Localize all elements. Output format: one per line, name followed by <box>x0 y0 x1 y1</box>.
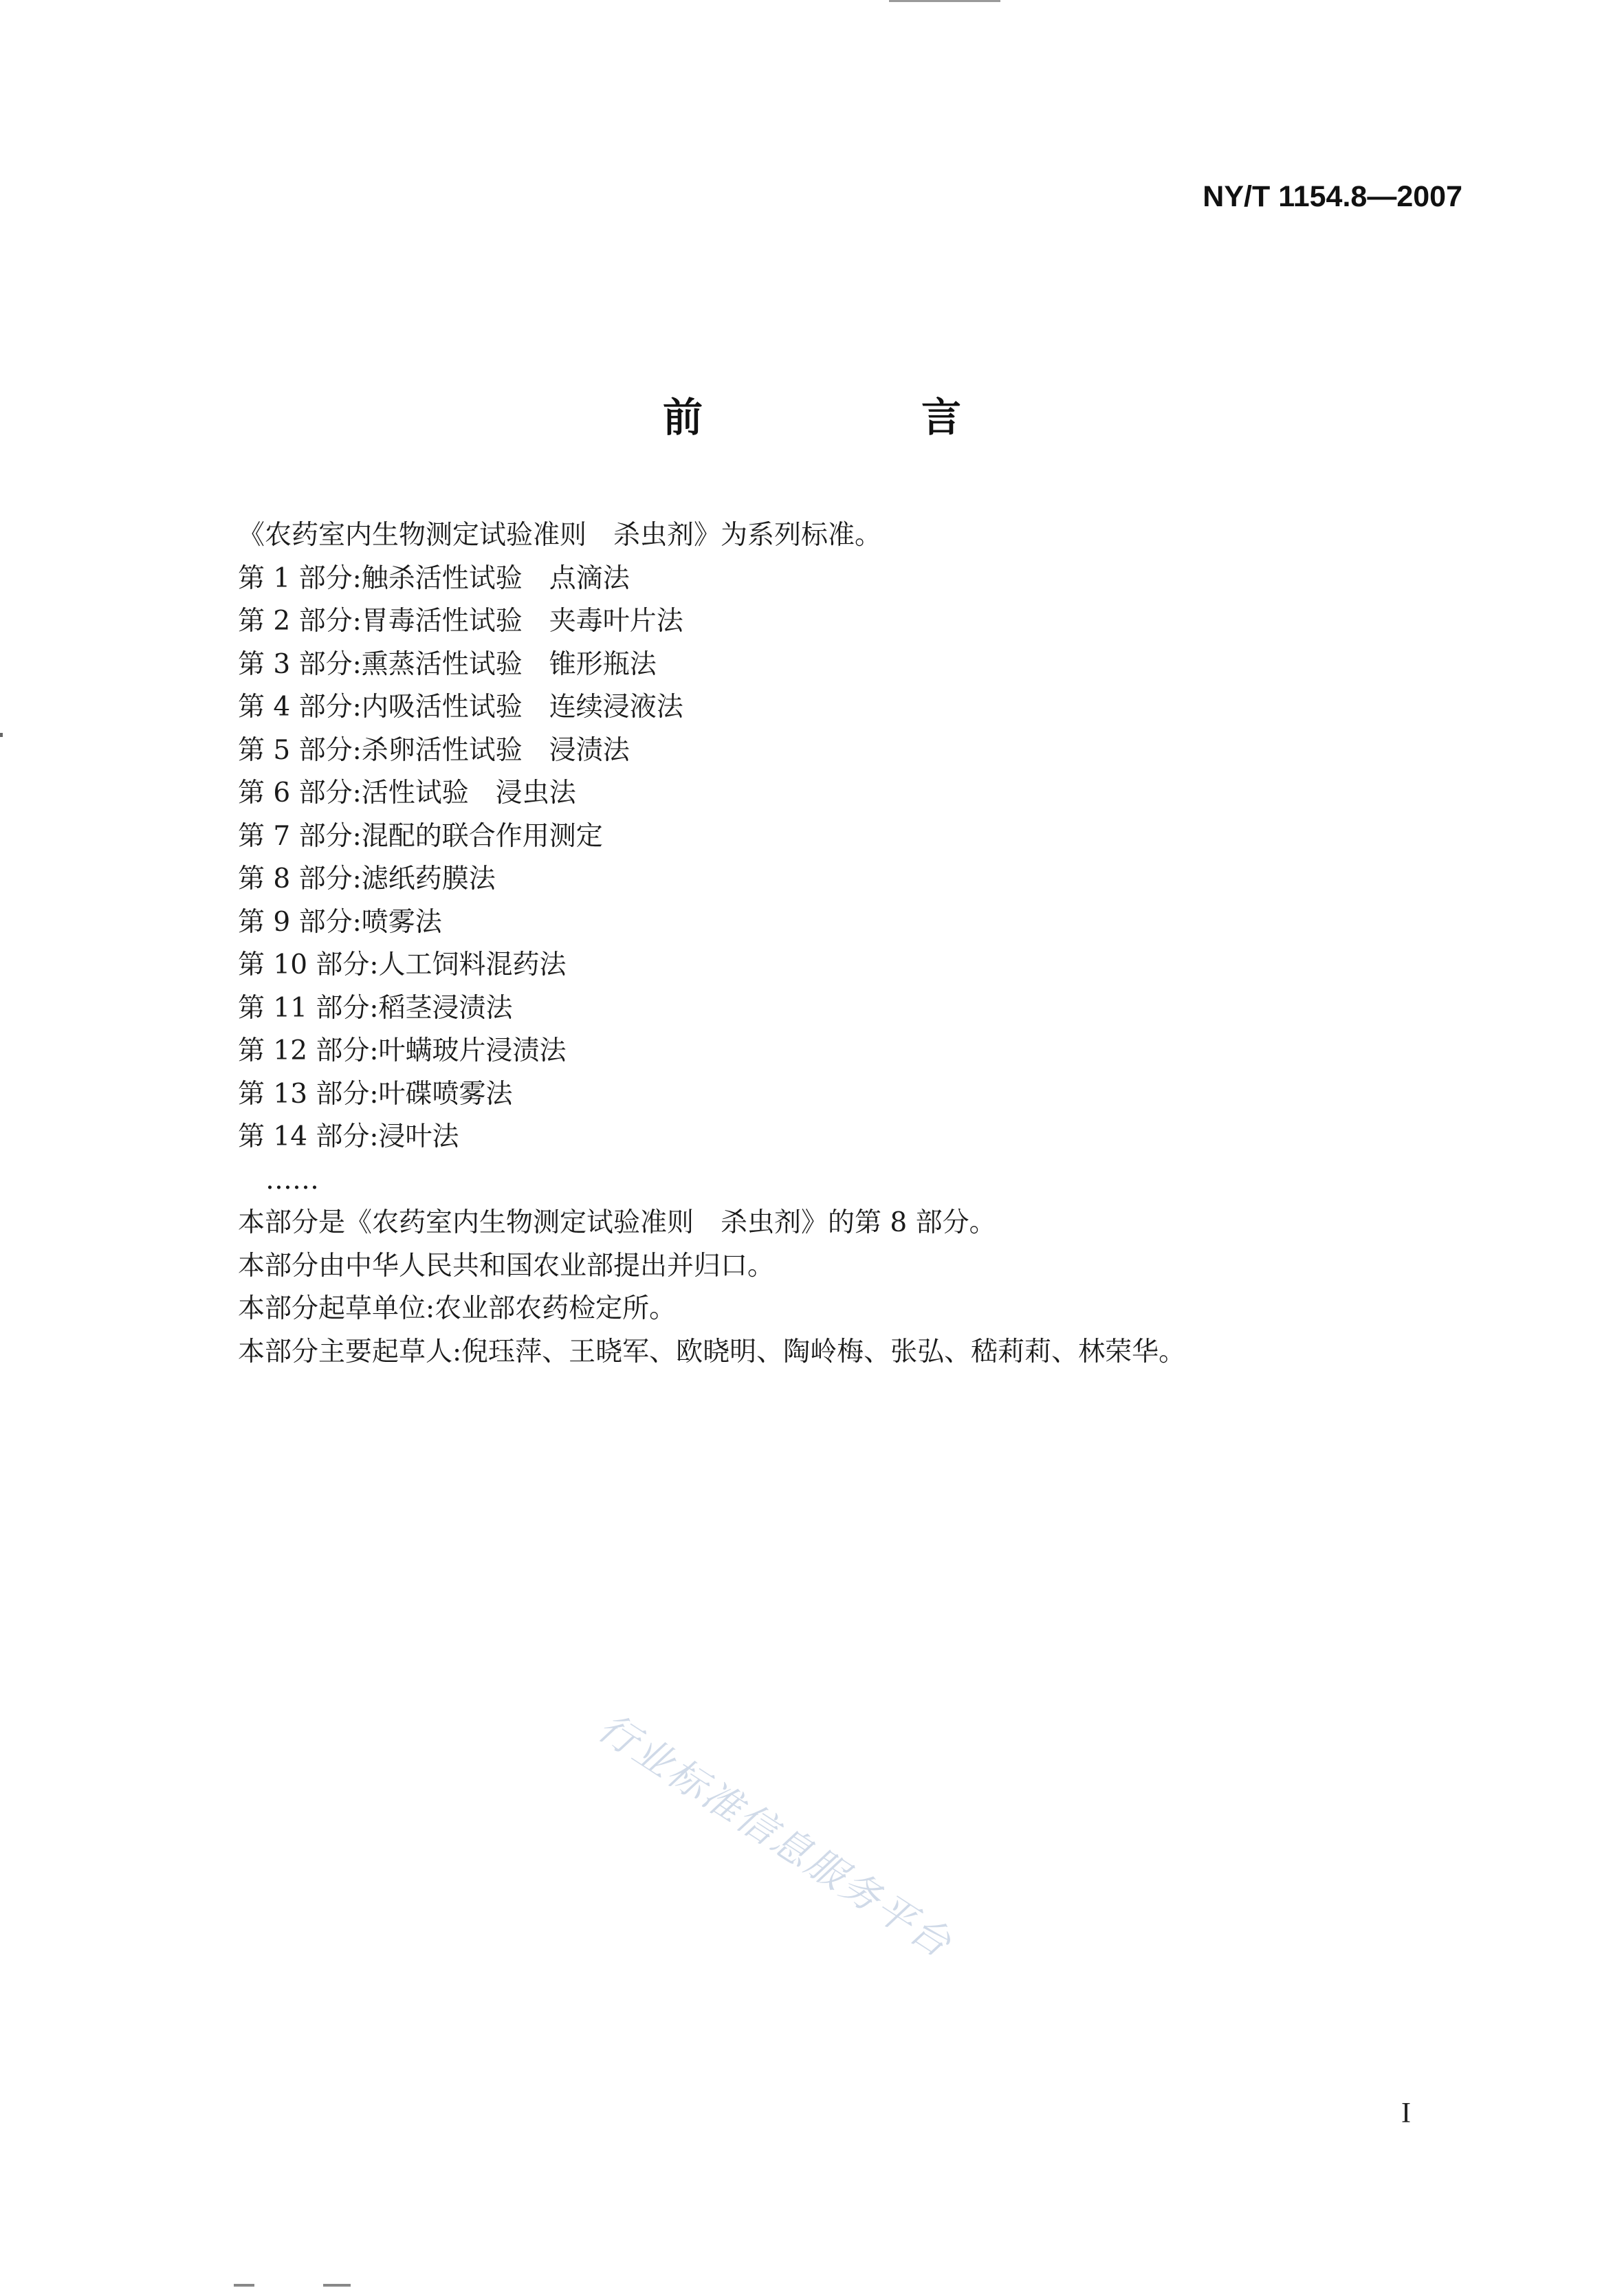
part-item: 第 11 部分:稻茎浸渍法 <box>238 992 513 1024</box>
top-rule <box>889 0 1000 2</box>
part-item: 第 4 部分:内吸活性试验 连续浸液法 <box>238 692 683 723</box>
part-item: 第 10 部分:人工饲料混药法 <box>238 949 567 980</box>
statement-line: 本部分起草单位:农业部农药检定所。 <box>238 1293 677 1324</box>
watermark: 行业标准信息服务平台 <box>590 1705 961 1968</box>
statement-line: 本部分由中华人民共和国农业部提出并归口。 <box>238 1250 775 1282</box>
ellipsis: …… <box>265 1164 319 1196</box>
bottom-scan-mark <box>323 2284 351 2287</box>
part-item: 第 14 部分:浸叶法 <box>238 1121 459 1152</box>
part-item: 第 6 部分:活性试验 浸虫法 <box>238 778 576 808</box>
part-item: 第 12 部分:叶螨玻片浸渍法 <box>238 1035 567 1066</box>
intro-line: 《农药室内生物测定试验准则 杀虫剂》为系列标准。 <box>238 520 882 551</box>
part-item: 第 1 部分:触杀活性试验 点滴法 <box>238 562 630 594</box>
page-title: 前 言 <box>662 394 1051 441</box>
part-item: 第 8 部分:滤纸药膜法 <box>238 864 496 894</box>
part-item: 第 2 部分:胃毒活性试验 夹毒叶片法 <box>238 606 683 637</box>
part-item: 第 3 部分:熏蒸活性试验 锥形瓶法 <box>238 648 657 680</box>
statement-line: 本部分主要起草人:倪珏萍、王晓军、欧晓明、陶岭梅、张弘、嵇莉莉、林荣华。 <box>238 1336 1186 1367</box>
statement-line: 本部分是《农药室内生物测定试验准则 杀虫剂》的第 8 部分。 <box>238 1207 996 1238</box>
scan-edge-mark <box>0 733 3 737</box>
page-number: I <box>1401 2098 1411 2129</box>
standard-code: NY/T 1154.8—2007 <box>1203 180 1462 213</box>
bottom-scan-mark <box>234 2284 254 2287</box>
part-item: 第 5 部分:杀卵活性试验 浸渍法 <box>238 734 630 766</box>
part-item: 第 7 部分:混配的联合作用测定 <box>238 820 603 852</box>
foreword-body <box>238 514 1475 1374</box>
part-item: 第 13 部分:叶碟喷雾法 <box>238 1078 513 1110</box>
part-item: 第 9 部分:喷雾法 <box>238 906 442 938</box>
